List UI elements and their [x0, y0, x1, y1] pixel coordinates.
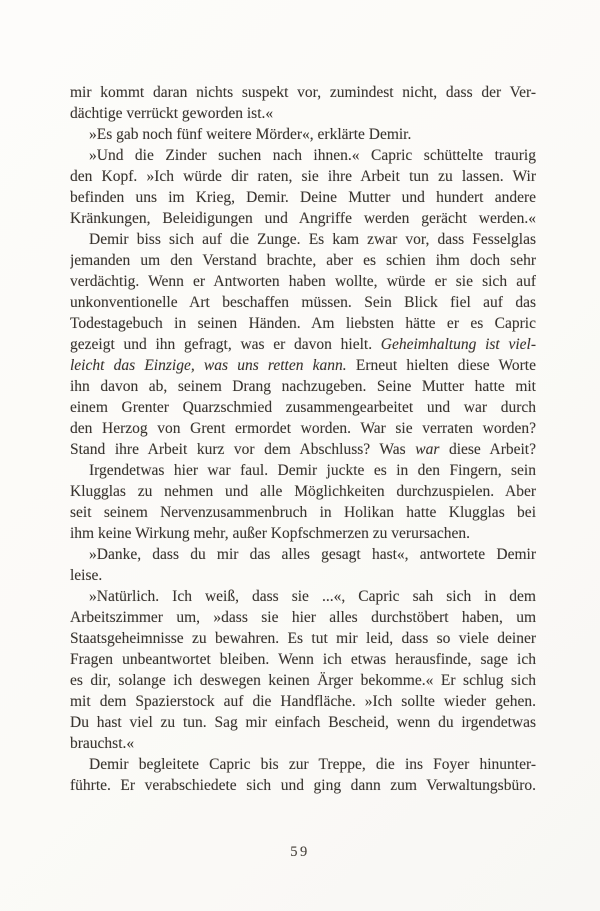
text-line: [70, 733, 536, 754]
text-run-italic: war: [415, 441, 440, 458]
text-line: [70, 628, 536, 649]
text-line: [70, 691, 536, 712]
text-line: [70, 670, 536, 691]
text-line: [70, 607, 536, 628]
text-run: einem Grenter Quarzschmied zusammengearbeitet und war durch: [70, 399, 536, 416]
text-run: »Und die Zinder suchen nach ihnen.« Capric schüttelte traurig: [89, 147, 536, 164]
text-run: leise.: [70, 567, 103, 584]
text-run: verdächtig. Wenn er Antworten haben wollte, würde er sie sich auf: [70, 273, 536, 290]
text-line: [70, 397, 536, 418]
text-run: dächtige verrückt geworden ist.«: [70, 105, 274, 122]
text-run: Irgendetwas hier war faul. Demir juckte es in den Fingern, sein: [89, 462, 536, 479]
text-run: gezeigt und ihn gefragt, was er davon hielt.: [70, 336, 381, 353]
text-line: [70, 229, 536, 250]
text-run: Fragen unbeantwortet bleiben. Wenn ich etwas herausfinde, sage ich: [70, 651, 536, 668]
text-run: Staatsgeheimnisse zu bewahren. Es tut mir leid, dass so viele deiner: [70, 630, 536, 647]
text-run: brauchst.«: [70, 735, 135, 752]
text-line: [70, 208, 536, 229]
text-line: [70, 775, 536, 796]
text-line: [70, 124, 536, 145]
page-text-block: [70, 82, 536, 796]
text-line: [70, 82, 536, 103]
text-run: es dir, solange ich deswegen keinen Ärger bekomme.« Er schlug sich: [70, 672, 536, 689]
text-line: [70, 439, 536, 460]
text-run-italic: leicht das Einzige, was uns retten kann.: [70, 357, 347, 374]
text-run: befinden uns im Krieg, Demir. Deine Mutter und hundert andere: [70, 189, 536, 206]
text-line: [70, 544, 536, 565]
text-run: den Kopf. »Ich würde dir raten, sie ihre Arbeit tun zu lassen. Wir: [70, 168, 536, 185]
text-line: [70, 334, 536, 355]
text-run: »Natürlich. Ich weiß, dass sie ...«, Capric sah sich in dem: [89, 588, 536, 605]
text-run: mit dem Spazierstock auf die Handfläche. »Ich sollte wieder gehen.: [70, 693, 536, 710]
text-line: [70, 376, 536, 397]
text-run: diese Arbeit?: [439, 441, 536, 458]
text-run: unkonventionelle Art beschaffen müssen. Sein Blick fiel auf das: [70, 294, 536, 311]
text-line: [70, 523, 536, 544]
text-run-italic: Geheimhaltung ist viel-: [380, 336, 536, 353]
text-run: seit seinem Nervenzusammenbruch in Holikan hatte Klugglas bei: [70, 504, 536, 521]
text-line: [70, 355, 536, 376]
text-line: [70, 292, 536, 313]
text-line: [70, 103, 536, 124]
text-run: mir kommt daran nichts suspekt vor, zumindest nicht, dass der Ver-: [70, 84, 536, 101]
text-line: [70, 649, 536, 670]
text-run: den Herzog von Grent ermordet worden. War sie verraten worden?: [70, 420, 536, 437]
text-run: führte. Er verabschiedete sich und ging dann zum Verwaltungsbüro.: [70, 777, 536, 794]
text-line: [70, 481, 536, 502]
text-run: Demir begleitete Capric bis zur Treppe, die ins Foyer hinunter-: [89, 756, 536, 773]
text-line: [70, 565, 536, 586]
text-line: [70, 166, 536, 187]
text-line: [70, 250, 536, 271]
text-run: ihn davon ab, seinem Drang nachzugeben. Seine Mutter hatte mit: [70, 378, 536, 395]
text-line: [70, 418, 536, 439]
text-line: [70, 502, 536, 523]
text-line: [70, 586, 536, 607]
text-run: jemanden um den Verstand brachte, aber es schien ihm doch sehr: [70, 252, 536, 269]
text-run: Demir biss sich auf die Zunge. Es kam zwar vor, dass Fesselglas: [89, 231, 536, 248]
text-run: Stand ihre Arbeit kurz vor dem Abschluss? Was: [70, 441, 416, 458]
text-run: Du hast viel zu tun. Sag mir einfach Bescheid, wenn du irgendetwas: [70, 714, 536, 731]
text-line: [70, 712, 536, 733]
text-run: »Es gab noch fünf weitere Mörder«, erklärte Demir.: [89, 126, 412, 143]
text-line: [70, 145, 536, 166]
page-number: 59: [290, 844, 310, 860]
text-line: [70, 754, 536, 775]
text-line: [70, 460, 536, 481]
text-run: Kränkungen, Beleidigungen und Angriffe werden gerächt werden.«: [70, 210, 536, 227]
text-line: [70, 313, 536, 334]
text-line: [70, 271, 536, 292]
text-run: ihm keine Wirkung mehr, außer Kopfschmerzen zu verursachen.: [70, 525, 471, 542]
text-line: [70, 187, 536, 208]
text-run: »Danke, dass du mir das alles gesagt hast«, antwortete Demir: [89, 546, 536, 563]
text-run: Arbeitszimmer um, »dass sie hier alles durchstöbert haben, um: [70, 609, 536, 626]
text-run: Todestagebuch in seinen Händen. Am liebsten hätte er es Capric: [70, 315, 536, 332]
text-run: Erneut hielten diese Worte: [346, 357, 536, 374]
text-run: Klugglas zu nehmen und alle Möglichkeiten durchzuspielen. Aber: [70, 483, 536, 500]
